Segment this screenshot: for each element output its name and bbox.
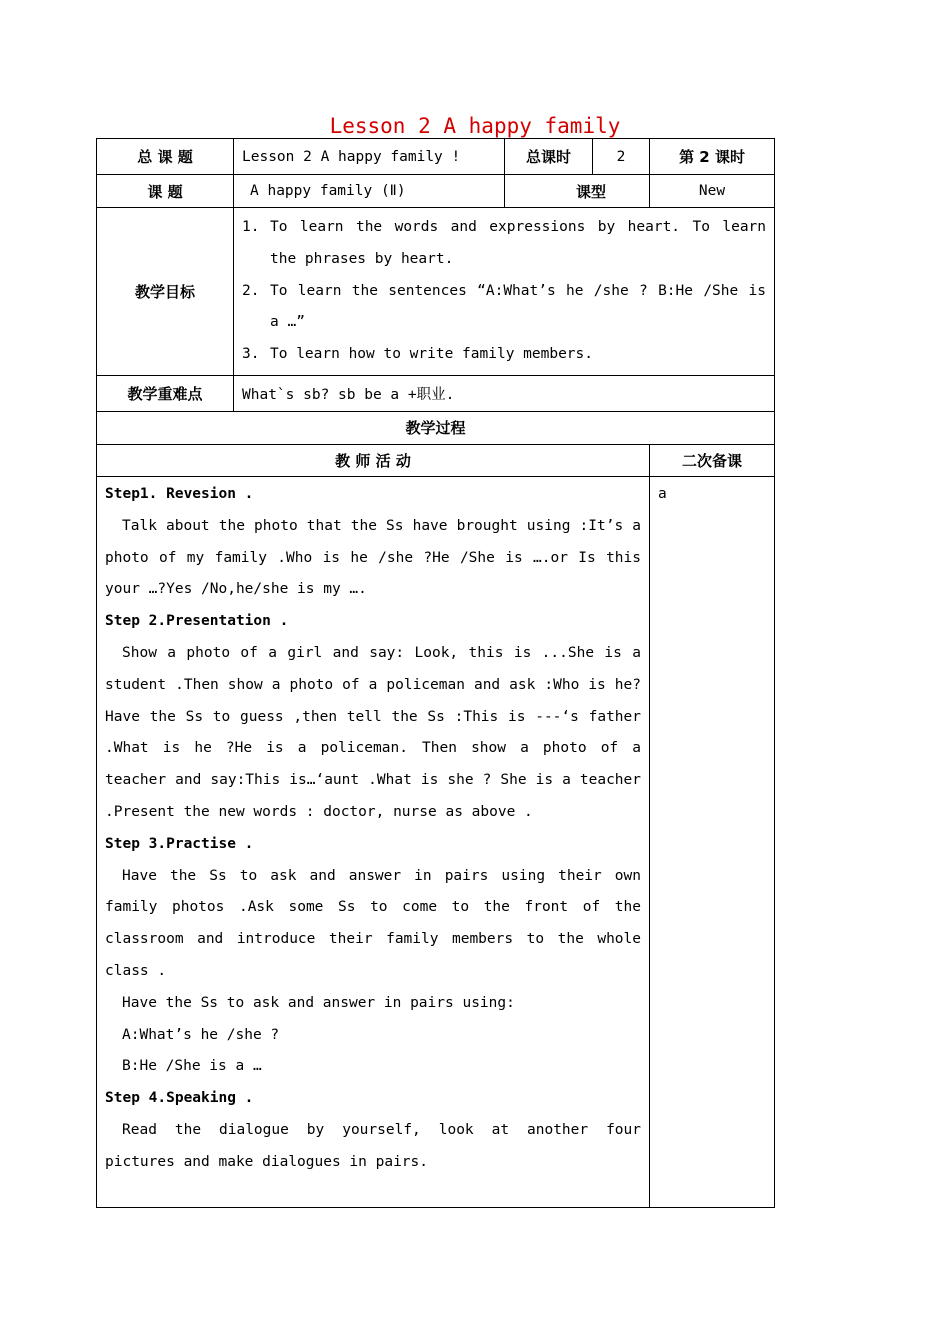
step4-text: Read the dialogue by yourself, look at another four pictures and make dialogues in pairs. [105,1121,641,1170]
step1-title: Step1. Revesion . [105,485,254,502]
objective-text: To learn the sentences “A:What’s he /she ? B:He /She is a …” [270,282,767,331]
lesson-type-combined [505,175,650,208]
lesson-type-label: 课型 [575,182,606,201]
objective-number: 2. [242,282,260,299]
total-hours-label: 总课时 [505,139,593,175]
step4-title: Step 4.Speaking . [105,1090,254,1107]
process-label: 教学过程 [97,411,775,444]
secondary-notes-header: 二次备课 [650,444,775,476]
step3-line3: A:What’s he /she ? [122,1026,280,1043]
process-header-row [97,411,775,444]
step2-text: Show a photo of a girl and say: Look, this is ...She is a student .Then show a photo of a policeman and ask :Who is he?Have the Ss to guess ,then tell the Ss :This is ---‘s father .What is he ?He is a policeman. Then show a photo of a teacher and say:This is…‘aunt .What is she ? She is a teacher .Present the new words : doctor, nurse as above . [105,644,641,820]
objective-item-3 [242,339,766,371]
step1-text: Talk about the photo that the Ss have brought using :It’s a photo of my family .Who is he /she ?He /She is ….or Is this your …?Yes /No,he/she is my …. [105,517,641,598]
topic-label: 总 课 题 [97,139,234,175]
step3-title: Step 3.Practise . [105,835,254,852]
total-hours-value: 2 [593,139,650,175]
step2-title: Step 2.Presentation . [105,613,289,630]
objectives-row [97,208,775,376]
lesson-type-value: New [650,175,775,208]
process-content-row [97,476,775,1207]
topic-value: Lesson 2 A happy family ! [234,139,505,175]
step3-line2: Have the Ss to ask and answer in pairs using: [122,994,515,1011]
objective-number: 1. [242,219,260,235]
lesson-number-label: 第 2 课时 [650,139,775,175]
objective-item-2 [242,276,766,340]
subject-label: 课 题 [97,175,234,208]
lesson-plan-table [96,138,775,1208]
teacher-activity-header: 教 师 活 动 [97,444,650,476]
objectives-label: 教学目标 [97,208,234,376]
teacher-activity-content [97,476,650,1207]
secondary-notes-content: a [650,476,775,1207]
process-columns-row [97,444,775,476]
objective-item-1 [242,212,766,276]
objective-text: To learn the words and expressions by heart. To learn the phrases by heart. [270,219,767,267]
objective-number: 3. [242,346,260,363]
topic-row [97,139,775,175]
key-points-row [97,375,775,411]
step3-text: Have the Ss to ask and answer in pairs using their own family photos .Ask some Ss to come to the front of the classroom and introduce their family members to the whole class . [105,867,641,979]
step3-line4: B:He /She is a … [122,1058,262,1075]
objective-text: To learn how to write family members. [270,346,594,363]
key-points-value: What`s sb? sb be a +职业. [234,375,775,411]
key-points-label: 教学重难点 [97,375,234,411]
page-title: Lesson 2 A happy family [329,114,621,138]
subject-row [97,175,775,208]
objectives-list [234,208,775,376]
subject-value: A happy family (Ⅱ) [234,175,505,208]
